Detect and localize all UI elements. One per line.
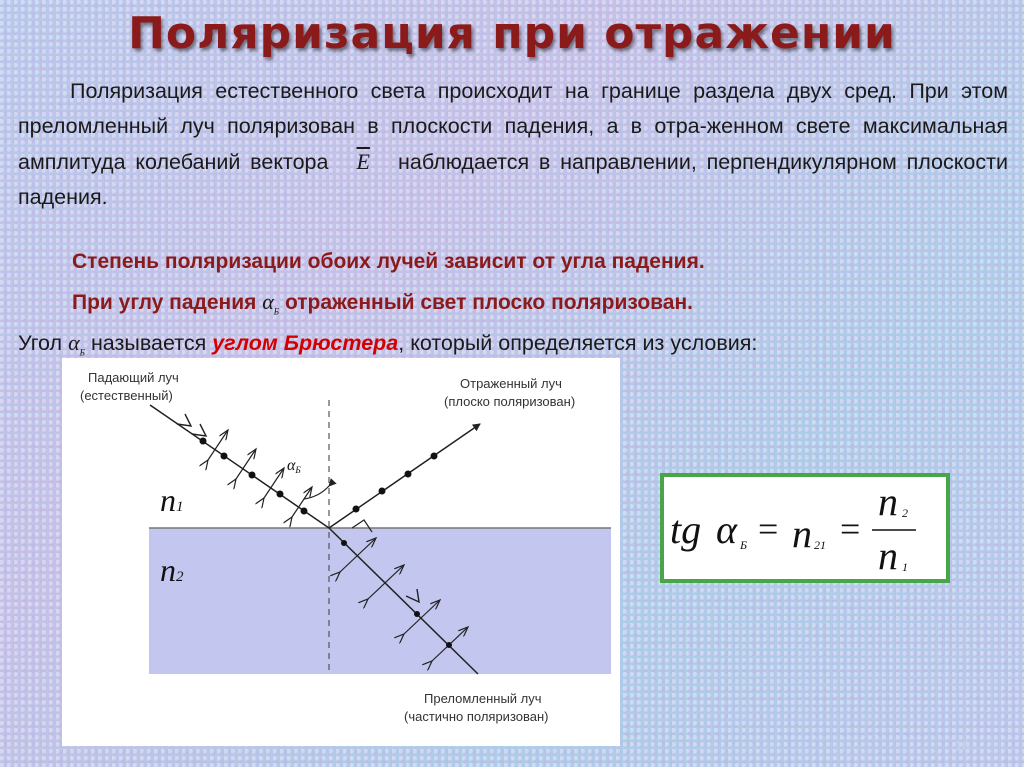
incident-label: Падающий луч (естественный) (80, 370, 179, 403)
definition-before: Угол (18, 331, 63, 355)
formula-tg: tg (670, 507, 702, 552)
brewster-angle-line (72, 289, 693, 316)
medium-2-label: n2 (160, 552, 184, 588)
reflection-diagram (62, 358, 620, 746)
definition-line (18, 330, 757, 357)
polarization-degree-line: Степень поляризации обоих лучей зависит от угла падения. (72, 250, 705, 273)
formula-numerator: n (878, 479, 898, 524)
alpha-symbol (68, 330, 85, 358)
brewster-line-text-2: отраженный свет плоско поляризован. (284, 291, 693, 314)
medium-1-label: n1 (160, 482, 184, 518)
paragraph-text-2: наблюдается в направлении, перпендикулярном плоскости падения. (18, 150, 1008, 209)
reflected-label: Отраженный луч (плоско поляризован) (444, 376, 576, 409)
intro-paragraph (18, 74, 1008, 215)
reflected-ray (329, 424, 480, 528)
angle-label: αБ (287, 457, 301, 475)
formula-equals-2: = (840, 509, 861, 549)
formula-n21-sub: 21 (814, 538, 826, 552)
alpha-subscript: Б (79, 347, 85, 358)
brewster-formula-box (660, 473, 950, 583)
alpha-symbol (262, 289, 280, 317)
page-number: 16 (955, 738, 970, 753)
definition-middle: называется (90, 331, 207, 355)
formula-alpha: α (716, 507, 737, 552)
brewster-term: углом Брюстера (212, 331, 399, 355)
slide-title: Поляризация при отражении (128, 8, 896, 59)
brewster-line-text-1: При углу падения (72, 291, 257, 314)
alpha-letter: α (68, 330, 80, 355)
alpha-letter: α (262, 289, 274, 314)
definition-after: , который определяется из условия: (398, 331, 758, 355)
formula-equals-1: = (758, 509, 779, 549)
formula-denominator: n (878, 533, 898, 578)
alpha-subscript: Б (273, 306, 280, 317)
diagram-svg (62, 358, 620, 746)
vector-e-symbol: $\overline{E}$ (356, 149, 370, 174)
formula-n21: n (792, 511, 812, 556)
medium-2-region (149, 528, 611, 674)
formula-denominator-sub: 1 (902, 560, 908, 574)
paragraph-text-1: Поляризация естественного света происходит на границе раздела двух сред. При этом преломленный луч поляризован в плоскости падения, а в отра-женном свете максимальная амплитуда колебаний вектора (18, 79, 1008, 174)
formula-numerator-sub: 2 (902, 506, 908, 520)
brewster-formula (664, 477, 946, 579)
formula-alpha-sub: Б (740, 538, 748, 552)
refracted-label: Преломленный луч (частично поляризован) (404, 691, 549, 724)
